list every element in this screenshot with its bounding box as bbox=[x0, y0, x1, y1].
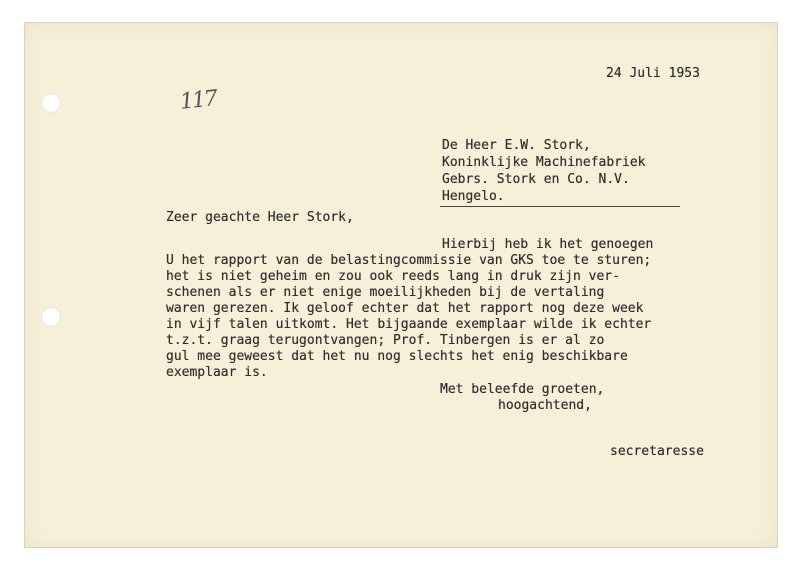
body-line: in vijf talen uitkomt. Het bijgaande exemplaar wilde ik echter bbox=[166, 317, 652, 332]
body-line: Hierbij heb ik het genoegen bbox=[442, 237, 654, 252]
handwritten-archive-number: 117 bbox=[178, 86, 218, 115]
closing-greeting: Met beleefde groeten, bbox=[440, 382, 605, 397]
address-line: Hengelo. bbox=[442, 189, 505, 204]
address-underline bbox=[440, 206, 680, 207]
punch-hole-bottom bbox=[41, 307, 61, 327]
body-line: exemplaar is. bbox=[166, 365, 268, 380]
signature-title: secretaresse bbox=[610, 444, 704, 459]
address-line: Koninklijke Machinefabriek bbox=[442, 155, 646, 170]
closing-regards: hoogachtend, bbox=[498, 398, 592, 413]
letter-date: 24 Juli 1953 bbox=[606, 66, 700, 81]
body-line: U het rapport van de belastingcommissie van GKS toe te sturen; bbox=[166, 253, 652, 268]
body-line: het is niet geheim en zou ook reeds lang in druk zijn ver- bbox=[166, 269, 620, 284]
salutation: Zeer geachte Heer Stork, bbox=[166, 210, 354, 225]
body-line: waren gerezen. Ik geloof echter dat het rapport nog deze week bbox=[166, 301, 644, 316]
body-line: schenen als er niet enige moeilijkheden bij de vertaling bbox=[166, 285, 605, 300]
body-line: gul mee geweest dat het nu nog slechts het enig beschikbare bbox=[166, 349, 628, 364]
address-line: Gebrs. Stork en Co. N.V. bbox=[442, 172, 630, 187]
punch-hole-top bbox=[41, 93, 61, 113]
address-line: De Heer E.W. Stork, bbox=[442, 138, 591, 153]
body-line: t.z.t. graag terugontvangen; Prof. Tinbergen is er al zo bbox=[166, 333, 605, 348]
